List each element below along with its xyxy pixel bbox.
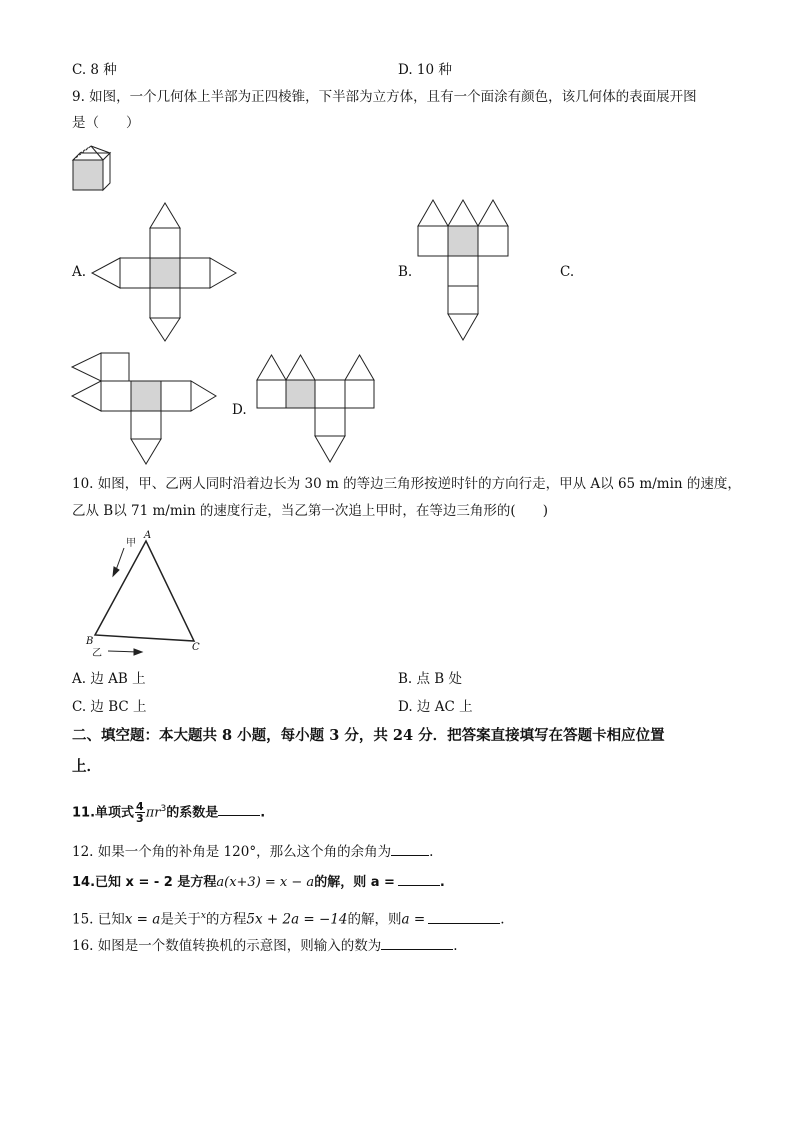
- q10-stem-line1: 10. 如图，甲、乙两人同时沿着边长为 30 m 的等边三角形按逆时针的方向行走，甲从 A以 65 m/min 的速度，: [72, 476, 741, 492]
- q14-answer-blank[interactable]: [398, 871, 440, 886]
- q14-suffix: 的解，则 a =: [314, 875, 395, 890]
- label-jia: 甲: [126, 538, 136, 549]
- q9-net-c: [70, 351, 220, 471]
- q11-prefix: 11.单项式: [72, 805, 135, 821]
- q9-stem-line2: 是（ ）: [72, 115, 140, 131]
- q15-answer-blank[interactable]: [428, 909, 500, 924]
- q8-option-c: C. 8 种: [72, 62, 117, 78]
- q14-equation: a(x+3) = x − a: [216, 875, 315, 890]
- q11-frac-den: 3: [136, 812, 144, 826]
- q10-option-a: A. 边 AB 上: [72, 671, 146, 687]
- q15: [72, 906, 504, 930]
- q15-mid2: 的方程: [205, 911, 247, 928]
- q14: [72, 871, 445, 893]
- q10-option-c: C. 边 BC 上: [72, 699, 147, 715]
- q10-stem-line2: 乙从 B以 71 m/min 的速度行走，当乙第一次追上甲时，在等边三角形的( ): [72, 503, 548, 519]
- vertex-a: A: [144, 530, 152, 541]
- q10-option-d: D. 边 AC 上: [398, 699, 473, 715]
- q9-label-d: D.: [232, 402, 247, 418]
- q15-prefix: 15. 已知: [72, 911, 125, 928]
- q9-label-b: B.: [398, 264, 413, 280]
- q9-stem-line1: 9. 如图，一个几何体上半部为正四棱锥，下半部为立方体，且有一个面涂有颜色，该几何体的表面展开图: [72, 89, 697, 105]
- q12-text: 12. 如果一个角的补角是 120°，那么这个角的余角为: [72, 844, 392, 860]
- q12-end: .: [429, 844, 434, 860]
- q12: [72, 841, 433, 862]
- q9-net-d: [254, 352, 379, 467]
- q15-suffix: 的解，则: [347, 911, 402, 928]
- q11-answer-blank[interactable]: [218, 801, 260, 816]
- q11-suffix: 的系数是: [166, 805, 219, 821]
- q15-var: x: [200, 911, 206, 921]
- q14-prefix: 14.已知 x = - 2 是方程: [72, 875, 217, 890]
- q14-end: .: [439, 875, 445, 890]
- vertex-b: B: [86, 636, 94, 647]
- q16-end: .: [453, 938, 458, 954]
- q11-end: .: [260, 805, 266, 821]
- q11-exp: 3: [160, 804, 167, 814]
- q9-solid-figure: [70, 142, 120, 192]
- q9-label-a: A.: [72, 264, 87, 280]
- section2-heading-line2: 上．: [72, 758, 101, 775]
- q15-equation: 5x + 2a = −14: [246, 911, 348, 928]
- q12-answer-blank[interactable]: [391, 841, 429, 856]
- q11: [72, 796, 265, 826]
- q15-end: .: [500, 911, 505, 928]
- q11-fraction: [135, 801, 145, 824]
- q10-option-b: B. 点 B 处: [398, 671, 463, 687]
- q9-label-c: C.: [560, 264, 575, 280]
- q16-text: 16. 如图是一个数值转换机的示意图，则输入的数为: [72, 938, 382, 954]
- q10-triangle-figure: [80, 530, 210, 660]
- q15-mid: 是关于: [160, 911, 201, 928]
- q10-triangle-svg: [80, 530, 210, 660]
- q15-cond: x = a: [124, 911, 161, 928]
- q11-expr: πr: [145, 805, 161, 821]
- q16: [72, 935, 458, 956]
- q9-net-b: [416, 198, 516, 343]
- section2-heading-line1: 二、填空题：本大题共 8 小题，每小题 3 分，共 24 分．把答案直接填写在答题卡相应位置: [72, 727, 665, 744]
- vertex-c: C: [192, 642, 200, 653]
- q8-option-d: D. 10 种: [398, 62, 452, 78]
- label-yi: 乙: [92, 648, 102, 659]
- q9-net-a: [90, 203, 240, 343]
- q16-answer-blank[interactable]: [381, 935, 453, 950]
- q15-ask: a =: [401, 911, 426, 928]
- q11-frac-num: 4: [136, 800, 144, 814]
